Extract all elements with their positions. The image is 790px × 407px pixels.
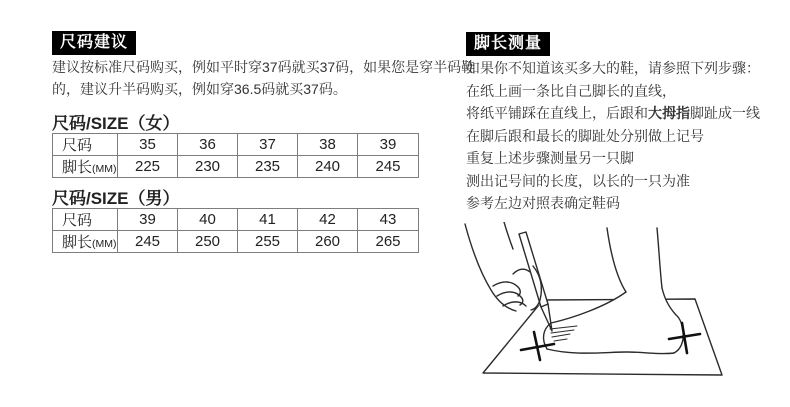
- table-cell: 245: [118, 231, 178, 253]
- section-header-size-advice: 尺码建议: [52, 31, 136, 55]
- measure-step-2: 在纸上画一条比自己脚长的直线，: [466, 82, 676, 99]
- table-cell: 36: [178, 134, 238, 156]
- section-header-foot-measure: 脚长测量: [466, 32, 550, 56]
- table-cell: 265: [358, 231, 419, 253]
- men-size-table: [52, 208, 419, 253]
- measure-step-4: 在脚后跟和最长的脚趾处分别做上记号: [466, 127, 704, 144]
- table-cell: 235: [238, 156, 298, 178]
- table-row-size: [53, 209, 419, 231]
- table-row-size: [53, 134, 419, 156]
- table-cell: 260: [298, 231, 358, 253]
- table-cell: 35: [118, 134, 178, 156]
- women-size-table: [52, 133, 419, 178]
- table-row-foot-length: [53, 231, 419, 253]
- table-cell: 40: [178, 209, 238, 231]
- row-header-foot-length: 脚长(MM): [53, 156, 118, 178]
- table-cell: 41: [238, 209, 298, 231]
- measure-step-7: 参考左边对照表确定鞋码: [466, 195, 620, 211]
- women-size-table-title: 尺码/SIZE（女）: [52, 114, 180, 133]
- table-cell: 250: [178, 231, 238, 253]
- foot-measurement-illustration: [455, 222, 790, 407]
- row-header-foot-length: 脚长(MM): [53, 231, 118, 253]
- table-cell: 39: [118, 209, 178, 231]
- table-cell: 37: [238, 134, 298, 156]
- table-row-foot-length: [53, 156, 419, 178]
- men-size-table-title: 尺码/SIZE（男）: [52, 189, 180, 208]
- measure-step-3: 将纸平铺踩在直线上，后跟和大拇指脚趾成一线: [466, 105, 760, 121]
- measure-step-6: 测出记号间的长度，以长的一只为准: [466, 172, 690, 189]
- table-cell: 38: [298, 134, 358, 156]
- table-cell: 240: [298, 156, 358, 178]
- table-cell: 230: [178, 156, 238, 178]
- table-cell: 225: [118, 156, 178, 178]
- measure-step-1: 如果你不知道该买多大的鞋，请参照下列步骤：: [466, 60, 760, 76]
- row-header-size: 尺码: [53, 209, 118, 231]
- emphasis-big-toe: 大拇指: [648, 105, 690, 121]
- table-cell: 39: [358, 134, 419, 156]
- size-advice-line1: 建议按标准尺码购买，例如平时穿37码就买37码，如果您是穿半码鞋: [52, 59, 476, 75]
- measure-steps: [466, 57, 760, 215]
- table-cell: 42: [298, 209, 358, 231]
- table-cell: 245: [358, 156, 419, 178]
- table-cell: 255: [238, 231, 298, 253]
- table-cell: 43: [358, 209, 419, 231]
- size-advice-text: [52, 56, 475, 100]
- measure-step-5: 重复上述步骤测量另一只脚: [466, 150, 634, 166]
- row-header-size: 尺码: [53, 134, 118, 156]
- size-advice-line2: 的，建议升半码购买，例如穿36.5码就买37码。: [52, 81, 347, 97]
